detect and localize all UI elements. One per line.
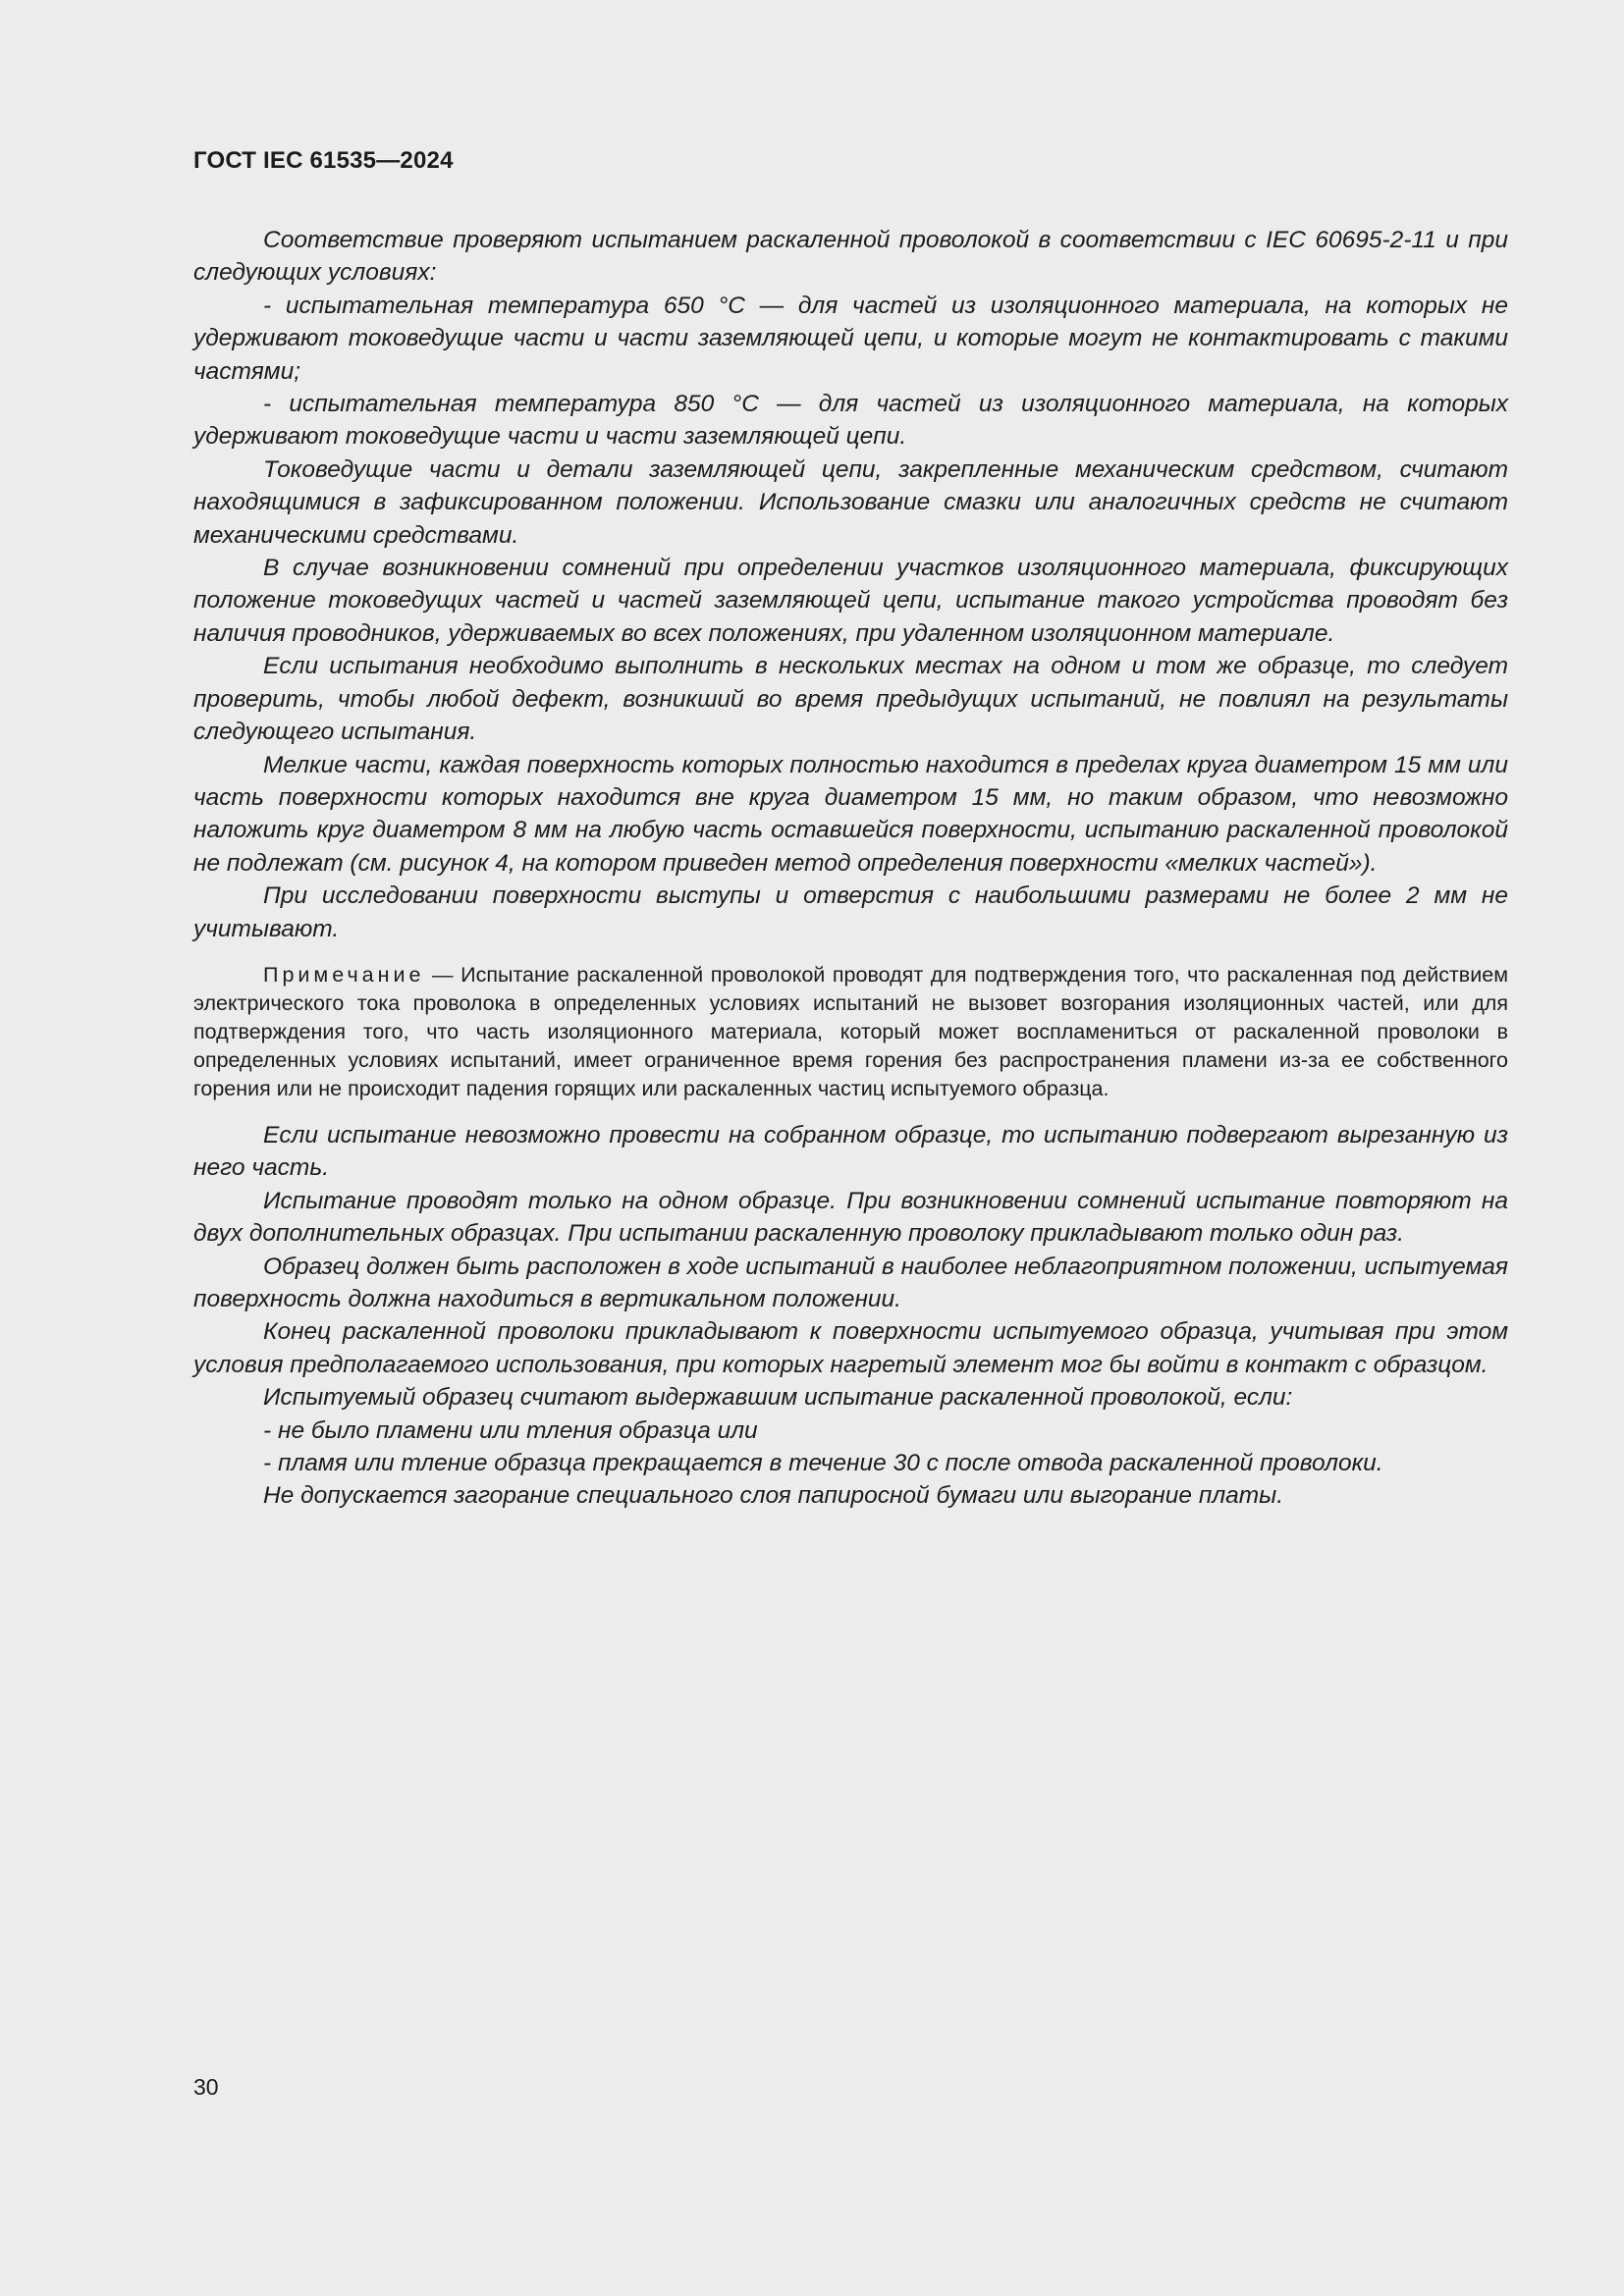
paragraph: Образец должен быть расположен в ходе испытаний в наиболее неблагоприятном положении, испытуемая поверхность должна находиться в вертикальном положении. bbox=[193, 1253, 1508, 1312]
paragraph: Не допускается загорание специального слоя папиросной бумаги или выгорание платы. bbox=[263, 1482, 1284, 1510]
paragraph: Соответствие проверяют испытанием раскаленной проволокой в соответствии с IEC 60695-2-11 и при следующих условиях: bbox=[193, 227, 1508, 287]
note-label: Примечание bbox=[263, 962, 425, 987]
list-item: - испытательная температура 850 °C — для частей из изоляционного материала, на которых удерживают токоведущие части и части заземляющей цепи. bbox=[193, 391, 1508, 451]
paragraph: Если испытание невозможно провести на собранном образце, то испытанию подвергают вырезанную из него часть. bbox=[193, 1121, 1508, 1182]
paragraph: Испытуемый образец считают выдержавшим испытание раскаленной проволокой, если: bbox=[263, 1384, 1293, 1412]
paragraph: В случае возникновении сомнений при определении участков изоляционного материала, фиксирующих положение токоведущих частей и частей заземляющей цепи, испытание такого устройства проводят без наличия проводников, удерживаемых во всех положениях, при удаленном изоляционном материале. bbox=[193, 555, 1508, 647]
list-item: - пламя или тление образца прекращается в течение 30 с после отвода раскаленной проволоки. bbox=[263, 1450, 1383, 1476]
page-number: 30 bbox=[193, 2074, 219, 2100]
paragraph: Мелкие части, каждая поверхность которых полностью находится в пределах круга диаметром 15 мм или часть поверхности которых находится вне круга диаметром 15 мм, но таким образом, что невозможно наложить круг диаметром 8 мм на любую часть оставшейся поверхности, испытанию раскаленной проволокой не подлежат (см. рисунок 4, на котором приведен метод определения поверхности «мелких частей»). bbox=[193, 751, 1508, 877]
list-item: - не было пламени или тления образца или bbox=[263, 1416, 758, 1444]
note-dash: — bbox=[432, 962, 454, 987]
list-item: - испытательная температура 650 °C — для частей из изоляционного материала, на которых не удерживают токоведущие части и части заземляющей цепи, и которые могут не контактировать с такими частями; bbox=[193, 292, 1508, 385]
paragraph: Конец раскаленной проволоки прикладывают к поверхности испытуемого образца, учитывая при этом условия предполагаемого использования, при которых нагретый элемент мог бы войти в контакт с образцом. bbox=[193, 1318, 1508, 1378]
paragraph: Если испытания необходимо выполнить в нескольких местах на одном и том же образце, то следует проверить, чтобы любой дефект, возникший во время предыдущих испытаний, не повлиял на результаты следующего испытания. bbox=[193, 653, 1508, 746]
paragraph: Испытание проводят только на одном образце. При возникновении сомнений испытание повторяют на двух дополнительных образцах. При испытании раскаленную проволоку прикладывают только один раз. bbox=[193, 1187, 1508, 1248]
note bbox=[193, 961, 1508, 1103]
main-content bbox=[193, 224, 1508, 1513]
note-text: Испытание раскаленной проволокой проводят для подтверждения того, что раскаленная под действием электрического тока проволока в определенных условиях испытаний не вызовет возгорания изоляционных частей, или для подтверждения того, что часть изоляционного материала, который может воспламениться от раскаленной проволоки в определенных условиях испытаний, имеет ограниченное время горения без распространения пламени из-за ее собственного горения или не происходит падения горящих или раскаленных частиц испытуемого образца. bbox=[193, 962, 1508, 1100]
paragraph: Токоведущие части и детали заземляющей цепи, закрепленные механическим средством, считают находящимися в зафиксированном положении. Использование смазки или аналогичных средств не считают механическими средствами. bbox=[193, 455, 1508, 549]
document-header: ГОСТ IEC 61535—2024 bbox=[193, 147, 454, 174]
paragraph: При исследовании поверхности выступы и отверстия с наибольшими размерами не более 2 мм не учитывают. bbox=[193, 882, 1508, 942]
